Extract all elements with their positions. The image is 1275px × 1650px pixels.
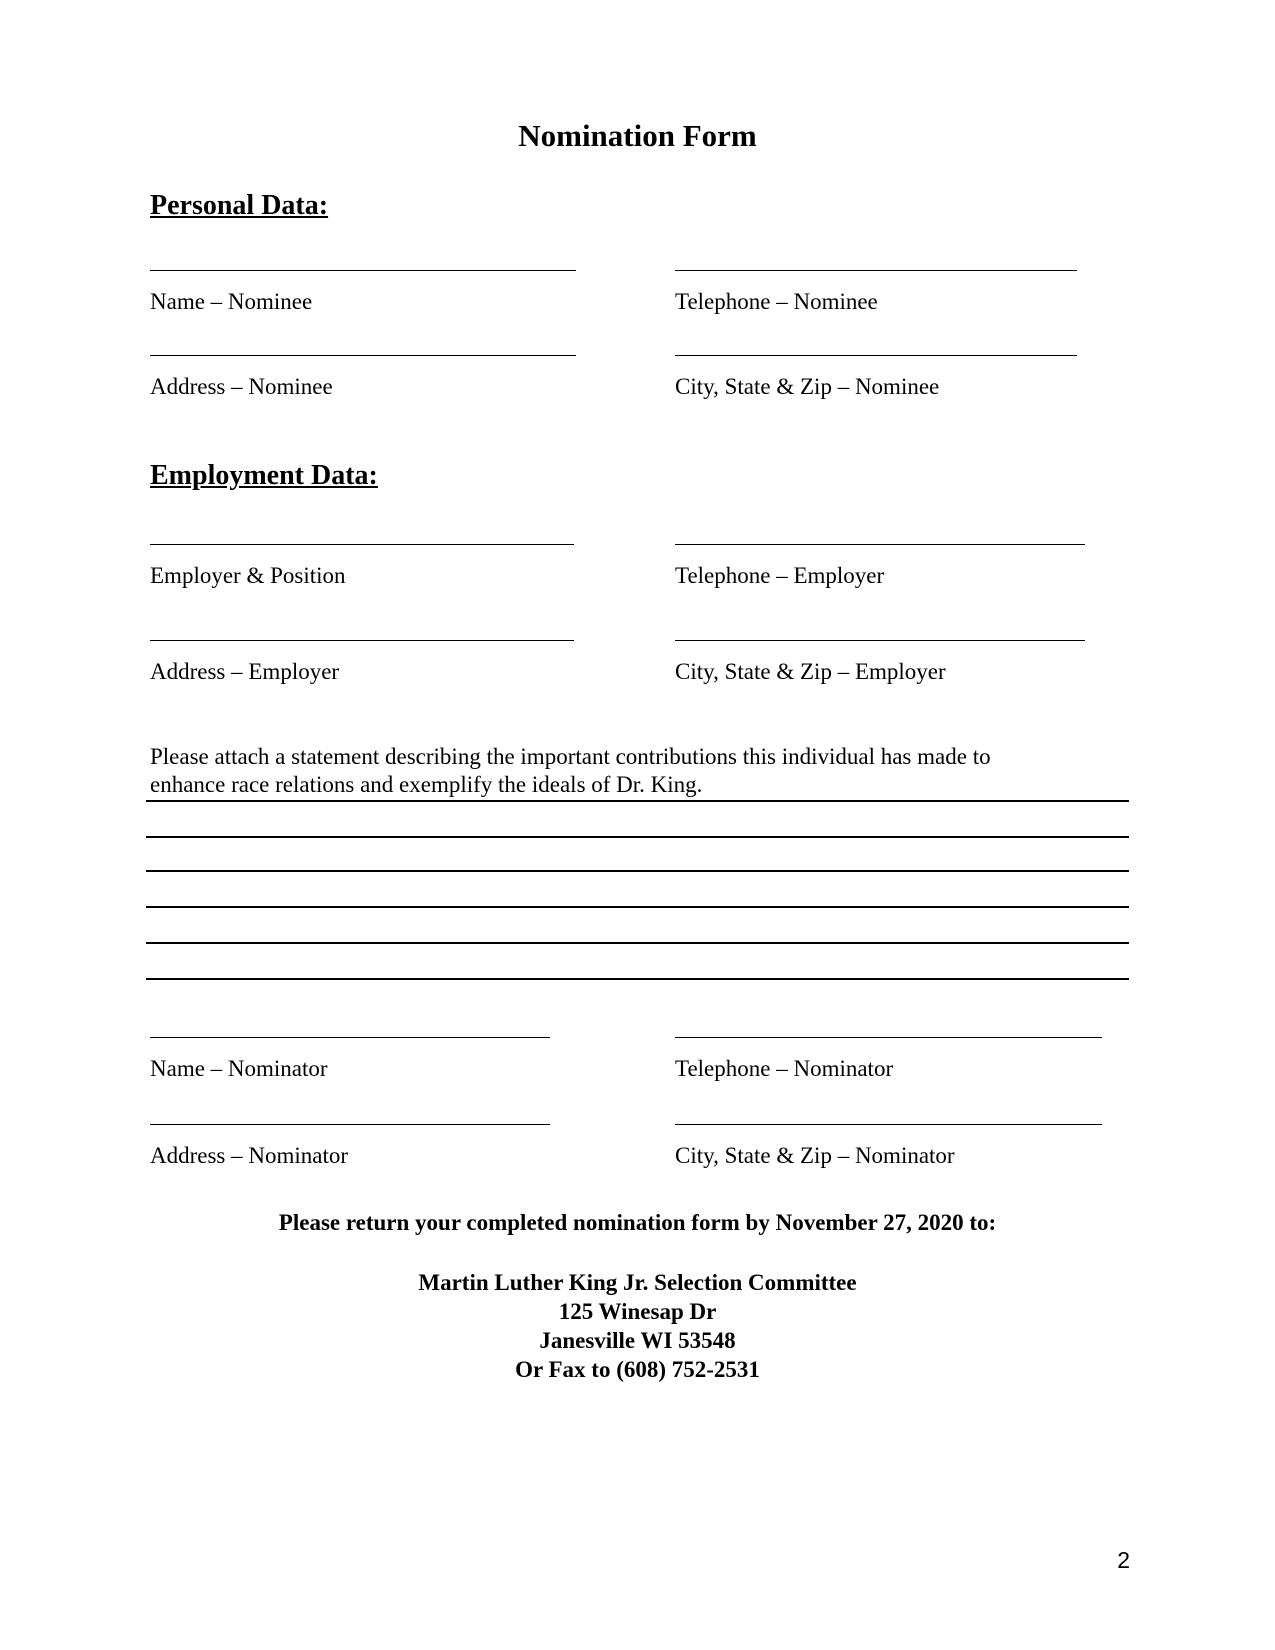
nominator-address-label: Address – Nominator	[150, 1143, 349, 1168]
employer-city-field[interactable]	[675, 640, 1085, 641]
personal-data-heading: Personal Data:	[150, 190, 329, 221]
fax-number: Or Fax to (608) 752-2531	[515, 1357, 760, 1382]
nominee-name-field[interactable]	[150, 270, 576, 271]
statement-writing-line[interactable]	[146, 836, 1129, 838]
employer-address-field[interactable]	[150, 640, 574, 641]
statement-instructions	[150, 743, 1120, 799]
employer-position-label: Employer & Position	[150, 563, 346, 588]
statement-writing-line[interactable]	[146, 906, 1129, 908]
employer-telephone-label: Telephone – Employer	[675, 563, 885, 588]
employer-address-label: Address – Employer	[150, 659, 340, 684]
nominator-telephone-field[interactable]	[675, 1037, 1102, 1038]
nominator-telephone-label: Telephone – Nominator	[675, 1056, 894, 1081]
statement-writing-line[interactable]	[146, 978, 1129, 980]
mailing-address	[0, 1268, 1275, 1384]
employer-position-field[interactable]	[150, 544, 574, 545]
employer-city-label: City, State & Zip – Employer	[675, 659, 946, 684]
return-instruction: Please return your completed nomination form by November 27, 2020 to:	[278, 1210, 997, 1235]
nominator-city-label: City, State & Zip – Nominator	[675, 1143, 955, 1168]
nominee-name-label: Name – Nominee	[150, 289, 313, 314]
nominator-city-field[interactable]	[675, 1124, 1102, 1125]
nominator-address-field[interactable]	[150, 1124, 550, 1125]
street-address: 125 Winesap Dr	[558, 1299, 717, 1324]
employment-data-heading: Employment Data:	[150, 460, 378, 491]
nominee-address-label: Address – Nominee	[150, 374, 333, 399]
statement-writing-line[interactable]	[146, 800, 1129, 802]
page-number: 2	[1117, 1547, 1130, 1573]
nominee-address-field[interactable]	[150, 355, 576, 356]
nominee-city-label: City, State & Zip – Nominee	[675, 374, 940, 399]
nominator-name-label: Name – Nominator	[150, 1056, 328, 1081]
statement-writing-line[interactable]	[146, 942, 1129, 944]
nominee-telephone-field[interactable]	[675, 270, 1077, 271]
nominee-telephone-label: Telephone – Nominee	[675, 289, 878, 314]
nominee-city-field[interactable]	[675, 355, 1077, 356]
city-state-zip: Janesville WI 53548	[539, 1328, 736, 1353]
statement-writing-line[interactable]	[146, 870, 1129, 872]
page-title: Nomination Form	[518, 118, 757, 153]
employer-telephone-field[interactable]	[675, 544, 1085, 545]
committee-name: Martin Luther King Jr. Selection Committee	[418, 1270, 857, 1295]
statement-line-2: enhance race relations and exemplify the ideals of Dr. King.	[150, 772, 703, 797]
nominator-name-field[interactable]	[150, 1037, 550, 1038]
statement-line-1: Please attach a statement describing the important contributions this individual has made to	[150, 744, 991, 769]
